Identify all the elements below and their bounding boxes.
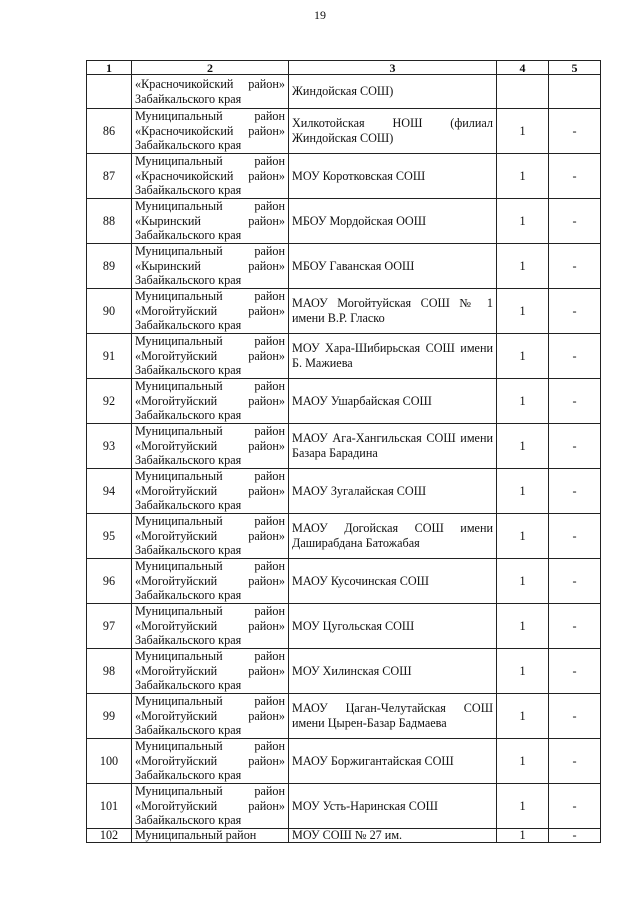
- table-row: [87, 604, 601, 649]
- district-cell: Муниципальный район «Могойтуйский район» Забайкальского края: [132, 559, 289, 604]
- dash-cell: [549, 75, 601, 109]
- school-cell: Жиндойская СОШ): [289, 75, 497, 109]
- district-cell: Муниципальный район «Могойтуйский район» Забайкальского края: [132, 649, 289, 694]
- row-number: 93: [87, 424, 132, 469]
- count-cell: 1: [497, 829, 549, 843]
- district-cell: Муниципальный район «Могойтуйский район» Забайкальского края: [132, 739, 289, 784]
- district-cell: Муниципальный район «Могойтуйский район» Забайкальского края: [132, 424, 289, 469]
- district-cell: Муниципальный район «Могойтуйский район» Забайкальского края: [132, 694, 289, 739]
- district-cell: Муниципальный район «Могойтуйский район» Забайкальского края: [132, 289, 289, 334]
- count-cell: 1: [497, 289, 549, 334]
- table-row: [87, 379, 601, 424]
- district-cell: Муниципальный район «Красночикойский район» Забайкальского края: [132, 154, 289, 199]
- column-header-1: 1: [87, 61, 132, 75]
- school-cell: МОУ Хилинская СОШ: [289, 649, 497, 694]
- district-cell: Муниципальный район «Могойтуйский район» Забайкальского края: [132, 469, 289, 514]
- dash-cell: -: [549, 469, 601, 514]
- count-cell: 1: [497, 244, 549, 289]
- school-cell: МОУ СОШ № 27 им.: [289, 829, 497, 843]
- dash-cell: -: [549, 109, 601, 154]
- school-cell: МАОУ Кусочинская СОШ: [289, 559, 497, 604]
- table-row: [87, 199, 601, 244]
- column-header-5: 5: [549, 61, 601, 75]
- row-number: 88: [87, 199, 132, 244]
- row-number: 94: [87, 469, 132, 514]
- school-cell: МБОУ Гаванская ООШ: [289, 244, 497, 289]
- district-cell: Муниципальный район «Кыринский район» Забайкальского края: [132, 199, 289, 244]
- school-cell: МАОУ Боржигантайская СОШ: [289, 739, 497, 784]
- table-row: [87, 75, 601, 109]
- row-number: 98: [87, 649, 132, 694]
- count-cell: 1: [497, 784, 549, 829]
- table-row: [87, 694, 601, 739]
- table-row: [87, 154, 601, 199]
- row-number: 92: [87, 379, 132, 424]
- school-cell: МАОУ Зугалайская СОШ: [289, 469, 497, 514]
- school-cell: МБОУ Мордойская ООШ: [289, 199, 497, 244]
- school-cell: МОУ Усть-Наринская СОШ: [289, 784, 497, 829]
- dash-cell: -: [549, 694, 601, 739]
- dash-cell: -: [549, 784, 601, 829]
- table-row: [87, 424, 601, 469]
- header-row: [87, 61, 601, 75]
- count-cell: 1: [497, 379, 549, 424]
- count-cell: 1: [497, 334, 549, 379]
- dash-cell: -: [549, 334, 601, 379]
- row-number: 86: [87, 109, 132, 154]
- district-cell: Муниципальный район «Кыринский район» Забайкальского края: [132, 244, 289, 289]
- count-cell: 1: [497, 199, 549, 244]
- table-row: [87, 334, 601, 379]
- row-number: 99: [87, 694, 132, 739]
- count-cell: 1: [497, 424, 549, 469]
- school-cell: МАОУ Догойская СОШ имени Даширабдана Батожабая: [289, 514, 497, 559]
- row-number: [87, 75, 132, 109]
- district-cell: Муниципальный район «Могойтуйский район» Забайкальского края: [132, 784, 289, 829]
- count-cell: 1: [497, 739, 549, 784]
- row-number: 100: [87, 739, 132, 784]
- dash-cell: -: [549, 604, 601, 649]
- school-cell: МОУ Хара-Шибирьская СОШ имени Б. Мажиева: [289, 334, 497, 379]
- count-cell: 1: [497, 109, 549, 154]
- school-cell: МОУ Цугольская СОШ: [289, 604, 497, 649]
- row-number: 96: [87, 559, 132, 604]
- school-cell: МАОУ Могойтуйская СОШ № 1 имени В.Р. Гласко: [289, 289, 497, 334]
- count-cell: 1: [497, 559, 549, 604]
- row-number: 91: [87, 334, 132, 379]
- count-cell: 1: [497, 514, 549, 559]
- page-number: 19: [314, 8, 326, 22]
- count-cell: 1: [497, 649, 549, 694]
- table-row: [87, 739, 601, 784]
- district-cell: Муниципальный район «Могойтуйский район» Забайкальского края: [132, 514, 289, 559]
- dash-cell: -: [549, 199, 601, 244]
- count-cell: 1: [497, 469, 549, 514]
- district-cell: Муниципальный район: [132, 829, 289, 843]
- column-header-3: 3: [289, 61, 497, 75]
- table-row: [87, 514, 601, 559]
- dash-cell: -: [549, 244, 601, 289]
- dash-cell: -: [549, 829, 601, 843]
- row-number: 97: [87, 604, 132, 649]
- dash-cell: -: [549, 379, 601, 424]
- count-cell: 1: [497, 694, 549, 739]
- row-number: 95: [87, 514, 132, 559]
- district-cell: «Красночикойский район» Забайкальского края: [132, 75, 289, 109]
- dash-cell: -: [549, 559, 601, 604]
- dash-cell: -: [549, 154, 601, 199]
- school-cell: МОУ Коротковская СОШ: [289, 154, 497, 199]
- table-row: [87, 829, 601, 843]
- count-cell: 1: [497, 154, 549, 199]
- table-row: [87, 289, 601, 334]
- table-row: [87, 649, 601, 694]
- school-cell: МАОУ Цаган-Челутайская СОШ имени Цырен-Базар Бадмаева: [289, 694, 497, 739]
- table-row: [87, 469, 601, 514]
- dash-cell: -: [549, 739, 601, 784]
- row-number: 89: [87, 244, 132, 289]
- table-body: [87, 75, 601, 843]
- row-number: 101: [87, 784, 132, 829]
- school-cell: МАОУ Ага-Хангильская СОШ имени Базара Барадина: [289, 424, 497, 469]
- school-cell: МАОУ Ушарбайская СОШ: [289, 379, 497, 424]
- district-cell: Муниципальный район «Красночикойский район» Забайкальского края: [132, 109, 289, 154]
- dash-cell: -: [549, 649, 601, 694]
- school-cell: Хилкотойская НОШ (филиал Жиндойская СОШ): [289, 109, 497, 154]
- district-cell: Муниципальный район «Могойтуйский район» Забайкальского края: [132, 379, 289, 424]
- table-row: [87, 109, 601, 154]
- row-number: 102: [87, 829, 132, 843]
- table-row: [87, 244, 601, 289]
- column-header-2: 2: [132, 61, 289, 75]
- column-header-4: 4: [497, 61, 549, 75]
- row-number: 87: [87, 154, 132, 199]
- dash-cell: -: [549, 289, 601, 334]
- dash-cell: -: [549, 514, 601, 559]
- row-number: 90: [87, 289, 132, 334]
- table-row: [87, 784, 601, 829]
- dash-cell: -: [549, 424, 601, 469]
- district-cell: Муниципальный район «Могойтуйский район» Забайкальского края: [132, 334, 289, 379]
- count-cell: [497, 75, 549, 109]
- district-cell: Муниципальный район «Могойтуйский район» Забайкальского края: [132, 604, 289, 649]
- table-row: [87, 559, 601, 604]
- schools-table: [86, 60, 601, 843]
- count-cell: 1: [497, 604, 549, 649]
